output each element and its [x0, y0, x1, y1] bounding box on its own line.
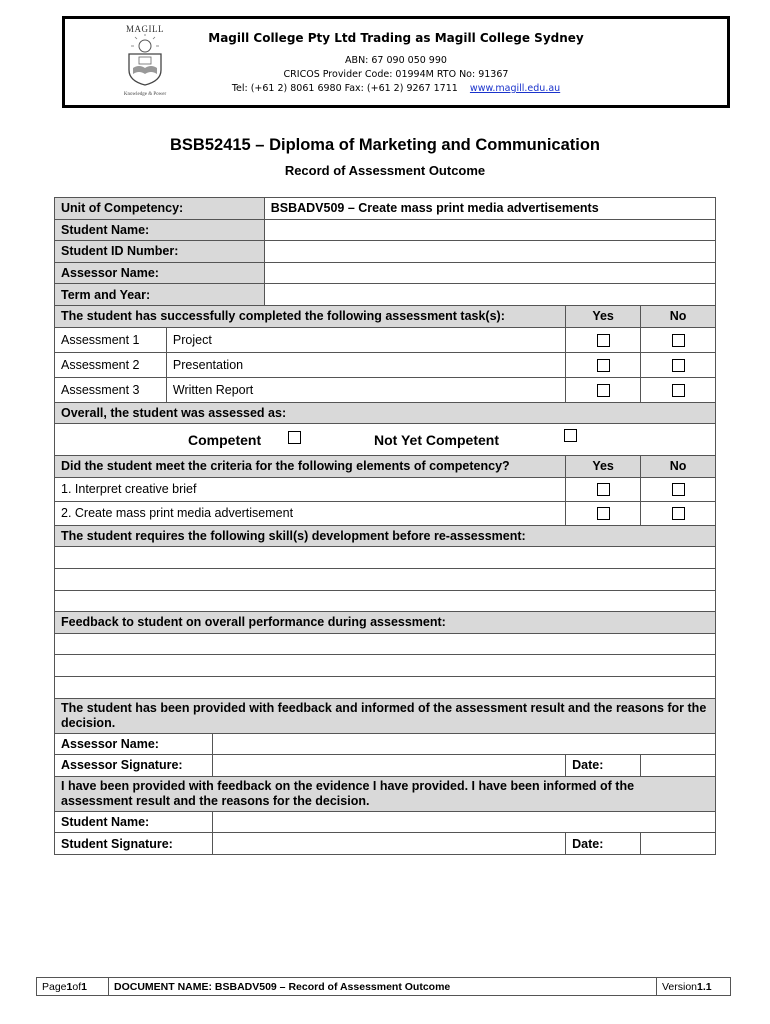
criteria-heading-row [55, 456, 716, 478]
cricos-text: CRICOS Provider Code: 01994M RTO No: 91367 [283, 69, 509, 80]
assessor-name-row-2 [55, 733, 716, 755]
assessor-signature-label: Assessor Signature: [55, 755, 213, 777]
assessor-date-field[interactable] [641, 755, 716, 777]
skills-field[interactable] [55, 547, 716, 569]
no-checkbox[interactable] [672, 359, 685, 372]
abn-text: ABN: 67 090 050 990 [345, 55, 447, 66]
term-row [55, 284, 716, 306]
logo-word: MAGILL [126, 24, 164, 34]
version-prefix: Version [662, 980, 698, 993]
no-checkbox[interactable] [672, 334, 685, 347]
no-checkbox[interactable] [672, 483, 685, 496]
contact-text: Tel: (+61 2) 8061 6980 Fax: (+61 2) 9267 1711 [231, 83, 458, 94]
date-label: Date: [566, 755, 641, 777]
assessor-name-row [55, 262, 716, 284]
student-name-field-2[interactable] [212, 811, 715, 833]
element-text: 1. Interpret creative brief [55, 477, 566, 501]
assessment-row [55, 352, 716, 377]
page-current: 1 [66, 980, 73, 993]
student-name-field[interactable] [264, 219, 715, 241]
assessment-task: Project [166, 327, 565, 352]
date-label: Date: [566, 833, 641, 855]
provided-statement-row [55, 698, 716, 733]
element-row [55, 477, 716, 501]
feedback-heading: Feedback to student on overall performance during assessment: [55, 612, 716, 634]
student-id-label: Student ID Number: [55, 241, 265, 263]
feedback-line [55, 676, 716, 698]
skills-heading: The student requires the following skill(s) development before re-assessment: [55, 525, 716, 547]
document-name: DOCUMENT NAME: BSBADV509 – Record of Assessment Outcome [109, 978, 657, 995]
student-signature-label: Student Signature: [55, 833, 213, 855]
yes-checkbox[interactable] [597, 334, 610, 347]
document-subtitle: Record of Assessment Outcome [284, 163, 486, 178]
page-total: 1 [81, 980, 87, 993]
provided-statement: The student has been provided with feedback and informed of the assessment result and the reasons for the decision. [55, 698, 716, 733]
contact-line [65, 83, 727, 94]
student-name-label-2: Student Name: [55, 811, 213, 833]
version-value: 1.1 [697, 980, 712, 993]
not-yet-competent-checkbox[interactable] [564, 429, 577, 442]
no-header: No [641, 305, 716, 327]
tasks-heading: The student has successfully completed the following assessment task(s): [55, 305, 566, 327]
skills-line [55, 547, 716, 569]
feedback-field[interactable] [55, 655, 716, 677]
overall-heading: Overall, the student was assessed as: [55, 402, 716, 424]
competent-label: Competent [188, 431, 262, 448]
yes-header: Yes [566, 305, 641, 327]
no-header: No [641, 456, 716, 478]
term-field[interactable] [264, 284, 715, 306]
criteria-heading: Did the student meet the criteria for the following elements of competency? [55, 456, 566, 478]
unit-value: BSBADV509 – Create mass print media advertisements [264, 198, 715, 220]
skills-field[interactable] [55, 590, 716, 612]
letterhead [62, 16, 730, 108]
student-name-row [55, 219, 716, 241]
student-name-label: Student Name: [55, 219, 265, 241]
element-row [55, 501, 716, 525]
yes-checkbox[interactable] [597, 359, 610, 372]
element-text: 2. Create mass print media advertisement [55, 501, 566, 525]
assessor-name-label: Assessor Name: [55, 262, 265, 284]
yes-checkbox[interactable] [597, 483, 610, 496]
page-of: of [72, 980, 82, 993]
assessment-name: Assessment 3 [55, 377, 167, 402]
overall-result-row [55, 424, 716, 456]
assessment-task: Presentation [166, 352, 565, 377]
skills-field[interactable] [55, 568, 716, 590]
yes-checkbox[interactable] [597, 507, 610, 520]
college-name: Magill College Pty Ltd Trading as Magill College Sydney [208, 31, 584, 45]
unit-row [55, 198, 716, 220]
student-id-field[interactable] [264, 241, 715, 263]
student-signature-field[interactable] [212, 833, 565, 855]
document-title: BSB52415 – Diploma of Marketing and Communication [170, 136, 600, 154]
yes-header: Yes [566, 456, 641, 478]
student-date-field[interactable] [641, 833, 716, 855]
overall-heading-row [55, 402, 716, 424]
assessor-name-label-2: Assessor Name: [55, 733, 213, 755]
logo-tagline: Knowledge & Power [123, 92, 167, 97]
not-yet-competent-label: Not Yet Competent [374, 431, 499, 448]
skills-line [55, 590, 716, 612]
competent-checkbox[interactable] [288, 431, 301, 444]
feedback-line [55, 633, 716, 655]
assessment-row [55, 327, 716, 352]
term-label: Term and Year: [55, 284, 265, 306]
feedback-field[interactable] [55, 633, 716, 655]
student-name-row-2 [55, 811, 716, 833]
assessor-name-field[interactable] [264, 262, 715, 284]
yes-checkbox[interactable] [597, 384, 610, 397]
assessment-name: Assessment 2 [55, 352, 167, 377]
skills-heading-row [55, 525, 716, 547]
feedback-field[interactable] [55, 676, 716, 698]
page-number [37, 978, 109, 995]
assessment-task: Written Report [166, 377, 565, 402]
assessor-name-field-2[interactable] [212, 733, 715, 755]
student-signature-row [55, 833, 716, 855]
skills-line [55, 568, 716, 590]
assessor-signature-field[interactable] [212, 755, 565, 777]
page-prefix: Page [42, 980, 67, 993]
no-checkbox[interactable] [672, 384, 685, 397]
feedback-heading-row [55, 612, 716, 634]
assessment-row [55, 377, 716, 402]
assessment-form [54, 197, 716, 855]
assessor-signature-row [55, 755, 716, 777]
version [657, 978, 730, 995]
student-id-row [55, 241, 716, 263]
page-footer [36, 977, 731, 996]
student-statement: I have been provided with feedback on the evidence I have provided. I have been informed of the assessment result and the reasons for the decision. [55, 776, 716, 811]
unit-label: Unit of Competency: [55, 198, 265, 220]
tasks-heading-row [55, 305, 716, 327]
website-link[interactable]: www.magill.edu.au [469, 83, 561, 94]
student-statement-row [55, 776, 716, 811]
assessment-name: Assessment 1 [55, 327, 167, 352]
feedback-line [55, 655, 716, 677]
no-checkbox[interactable] [672, 507, 685, 520]
